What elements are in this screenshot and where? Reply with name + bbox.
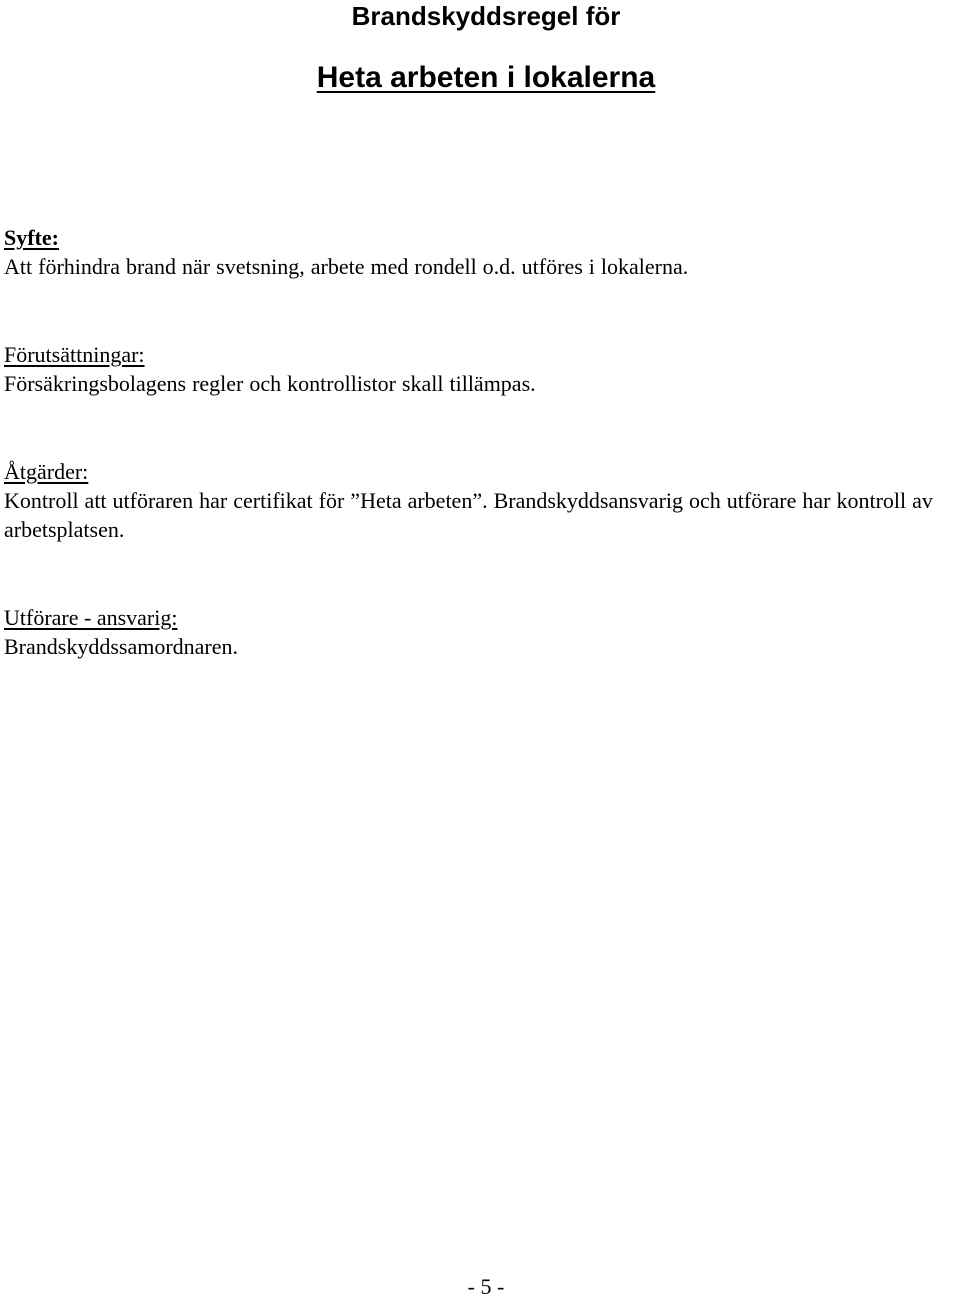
section-heading-forutsattningar: Förutsättningar: xyxy=(4,342,145,367)
section-forutsattningar xyxy=(4,340,959,398)
section-heading-atgarder: Åtgärder: xyxy=(4,459,89,484)
page-number: - 5 - xyxy=(467,1274,505,1299)
section-utforare xyxy=(4,603,959,661)
section-text-syfte: Att förhindra brand när svetsning, arbete med rondell o.d. utföres i lokalerna. xyxy=(4,254,689,279)
section-syfte xyxy=(4,223,959,281)
section-atgarder xyxy=(4,457,959,544)
section-text-forutsattningar: Försäkringsbolagens regler och kontrollistor skall tillämpas. xyxy=(4,371,536,396)
section-heading-syfte: Syfte: xyxy=(4,225,59,250)
document-title-line1: Brandskyddsregel för xyxy=(351,1,621,31)
section-heading-utforare: Utförare - ansvarig: xyxy=(4,605,178,630)
document-title-line2: Heta arbeten i lokalerna xyxy=(316,61,656,94)
section-text-utforare: Brandskyddssamordnaren. xyxy=(4,634,239,659)
section-text-atgarder: Kontroll att utföraren har certifikat för ”Heta arbeten”. Brandskyddsansvarig och utförare har kontroll av arbetsplatsen. xyxy=(4,488,933,542)
